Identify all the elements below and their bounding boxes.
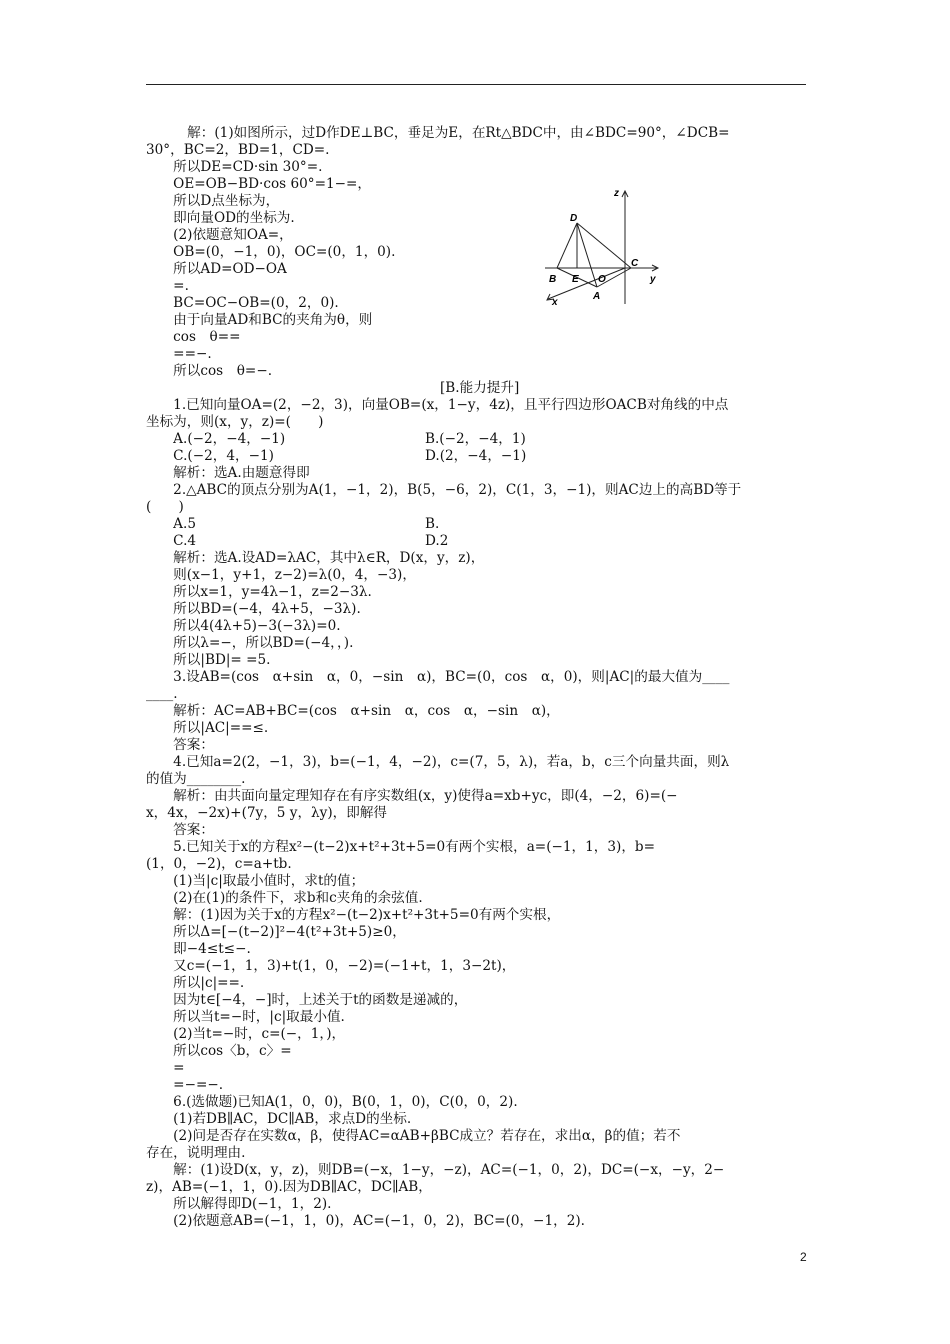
text-line: 则(x−1，y+1，z−2)=λ(0，4，−3)， xyxy=(146,567,416,583)
text-line: 即−4≤t≤−. xyxy=(146,941,251,957)
text-line: 30°，BC=2，BD=1，CD=. xyxy=(146,142,330,158)
option-b: B. xyxy=(425,516,440,532)
text-line: 所以当t=−时，|c|取最小值. xyxy=(146,1009,345,1025)
text-line: 2.△ABC的顶点分别为A(1，−1，2)，B(5，−6，2)，C(1，3，−1)，则AC边上的高BD等于 xyxy=(146,482,742,498)
text-line: OE=OB−BD·cos 60°=1−=， xyxy=(146,176,371,192)
segment-dc xyxy=(577,223,631,268)
label-d: D xyxy=(570,213,578,224)
label-a: A xyxy=(593,291,601,302)
text-line: (2)当t=−时，c=(−，1，)， xyxy=(146,1026,346,1042)
text-line: =. xyxy=(146,278,189,294)
text-line: (2)依题意知OA=， xyxy=(146,227,293,243)
option-d: D.2 xyxy=(425,533,449,549)
text-line: 又c=(−1，1，3)+t(1，0，−2)=(−1+t，1，3−2t)， xyxy=(146,958,516,974)
text-line: 坐标为，则(x，y，z)=( ) xyxy=(146,414,324,430)
text-line: x，4x，−2x)+(7y，5 y，λy)，即解得 xyxy=(146,805,388,821)
label-c: C xyxy=(631,258,639,269)
text-line: 3.设AB=(cos α+sin α，0，−sin α)，BC=(0，cos α，0)，则|AC|的最大值为____ xyxy=(146,669,730,685)
text-line: 所以D点坐标为， xyxy=(146,193,280,209)
text-line: 6.(选做题)已知A(1，0，0)，B(0，1，0)，C(0，0，2). xyxy=(146,1094,518,1110)
text-line: 所以Δ=[−(t−2)]²−4(t²+3t+5)≥0， xyxy=(146,924,406,940)
text-line: 解：(1)因为关于x的方程x²−(t−2)x+t²+3t+5=0有两个实根， xyxy=(146,907,561,923)
text-line: 所以解得即D(−1，1，2). xyxy=(146,1196,332,1212)
x-axis xyxy=(548,268,625,299)
text-line: 4.已知a=2(2，−1，3)，b=(−1，4，−2)，c=(7，5，λ)，若a，b，c三个向量共面，则λ xyxy=(146,754,730,770)
option-c: C.4 xyxy=(146,533,197,549)
text-line: (1)当|c|取最小值时，求t的值； xyxy=(146,873,365,889)
text-line: 解：(1)设D(x，y，z)，则DB=(−x，1−y，−z)，AC=(−1，0，2)，DC=(−x，−y，2− xyxy=(146,1162,725,1178)
text-line: OB=(0，−1，0)，OC=(0，1，0). xyxy=(146,244,396,260)
text-line: 所以|c|==. xyxy=(146,975,245,991)
text-line: 所以x=1，y=4λ−1，z=2−3λ. xyxy=(146,584,372,600)
text-line: BC=OC−OB=(0，2，0). xyxy=(146,295,339,311)
text-line: ==−. xyxy=(146,346,212,362)
text-line: 所以DE=CD·sin 30°=. xyxy=(146,159,323,175)
segment-db xyxy=(557,223,577,268)
text-line: 所以AD=OD−OA xyxy=(146,261,287,277)
label-z: z xyxy=(614,188,619,199)
segment-da xyxy=(577,223,597,287)
text-line: 所以4(4λ+5)−3(−3λ)=0. xyxy=(146,618,341,634)
text-line: 解析：选A.由题意得即 xyxy=(146,465,310,481)
text-line: 所以λ=−，所以BD=(−4，，). xyxy=(146,635,354,651)
text-line: 所以cos〈b，c〉= xyxy=(146,1043,292,1059)
text-line: cos θ== xyxy=(146,329,241,345)
section-heading: [B.能力提升] xyxy=(440,380,520,396)
text-line: 所以cos θ=−. xyxy=(146,363,273,379)
text-line: 解析：选A.设AD=λAC，其中λ∈R，D(x，y，z)， xyxy=(146,550,485,566)
text-line: = xyxy=(146,1060,185,1076)
header-rule xyxy=(146,84,806,85)
text-line: 的值为________. xyxy=(146,771,246,787)
label-y: y xyxy=(650,274,656,285)
text-line: 所以|BD|= =5. xyxy=(146,652,271,668)
text-line: 因为t∈[−4，−]时，上述关于t的函数是递减的， xyxy=(146,992,468,1008)
label-o: O xyxy=(598,274,606,285)
label-x: x xyxy=(552,297,558,308)
text-line: 解：(1)如图所示，过D作DE⊥BC，垂足为E，在Rt△BDC中，由∠BDC=90°，∠DCB= xyxy=(160,125,730,141)
text-line: z)，AB=(−1，1，0).因为DB∥AC，DC∥AB， xyxy=(146,1179,432,1195)
text-line: (2)依题意AB=(−1，1，0)，AC=(−1，0，2)，BC=(0，−1，2). xyxy=(146,1213,585,1229)
option-b: B.(−2，−4，1) xyxy=(425,431,526,447)
text-line: (2)问是否存在实数α，β，使得AC=αAB+βBC成立？若存在，求出α，β的值；若不 xyxy=(146,1128,681,1144)
page-number: 2 xyxy=(800,1250,807,1264)
text-line: 1.已知向量OA=(2，−2，3)，向量OB=(x，1−y，4z)，且平行四边形OACB对角线的中点 xyxy=(146,397,729,413)
text-line: 解析：由共面向量定理知存在有序实数组(x，y)使得a=xb+yc，即(4，−2，6)=(− xyxy=(146,788,678,804)
text-line: (1)若DB∥AC，DC∥AB，求点D的坐标. xyxy=(146,1111,412,1127)
text-line: 存在，说明理由. xyxy=(146,1145,246,1161)
option-d: D.(2，−4，−1) xyxy=(425,448,527,464)
text-line: (2)在(1)的条件下，求b和c夹角的余弦值. xyxy=(146,890,423,906)
label-b: B xyxy=(549,274,557,285)
text-line: (1，0，−2)，c=a+tb. xyxy=(146,856,292,872)
text-line: 所以BD=(−4，4λ+5，−3λ). xyxy=(146,601,361,617)
text-line: =−=−. xyxy=(146,1077,224,1093)
text-line: 答案： xyxy=(146,737,214,753)
option-a: A.5 xyxy=(146,516,196,532)
text-line: 由于向量AD和BC的夹角为θ，则 xyxy=(146,312,373,328)
label-e: E xyxy=(572,274,579,285)
option-a: A.(−2，−4，−1) xyxy=(146,431,286,447)
coordinate-figure xyxy=(530,186,680,310)
text-line: ( ) xyxy=(146,499,184,515)
text-line: 5.已知关于x的方程x²−(t−2)x+t²+3t+5=0有两个实根，a=(−1，1，3)，b= xyxy=(146,839,656,855)
option-c: C.(−2，4，−1) xyxy=(146,448,274,464)
text-line: 即向量OD的坐标为. xyxy=(146,210,295,226)
text-line: ____. xyxy=(146,686,178,702)
text-line: 答案： xyxy=(146,822,214,838)
text-line: 所以|AC|==≤. xyxy=(146,720,269,736)
text-line: 解析：AC=AB+BC=(cos α+sin α，cos α，−sin α)， xyxy=(146,703,560,719)
